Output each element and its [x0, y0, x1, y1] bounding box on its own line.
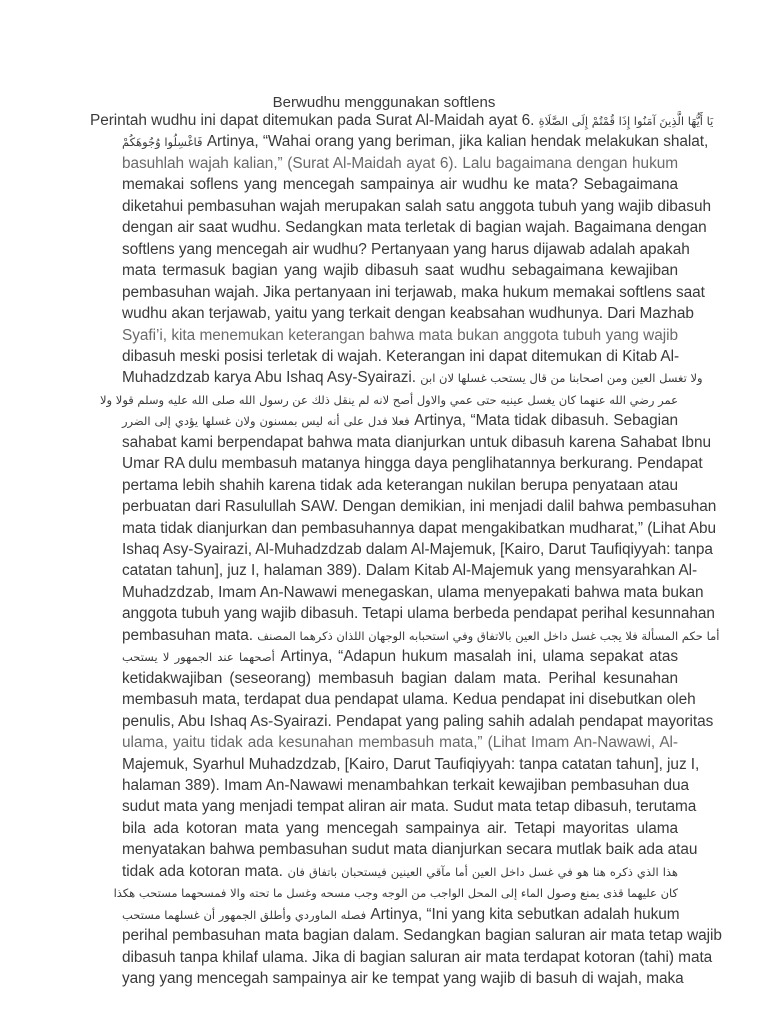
body-text-segment: Artinya, “Wahai orang yang beriman, jika kalian hendak melakukan shalat, [202, 133, 709, 151]
arabic-inline: فصله الماوردي وأطلق الجمهور أن غسلهما مستحب [122, 907, 367, 922]
body-text-line: ulama, yaitu tidak ada kesunahan membasuh mata,” (Lihat Imam An-Nawawi, Al- [122, 734, 678, 752]
body-text-line: dibasuh meski posisi terletak di wajah. Keterangan ini dapat ditemukan di Kitab Al- [122, 347, 680, 365]
mixed-text-line [90, 110, 714, 132]
body-text-line: wudhu akan terjawab, yaitu yang terkait dengan keabsahan wudhunya. Dari Mazhab [122, 305, 694, 323]
body-text-line: sahabat kami berpendapat bahwa mata dianjurkan untuk dibasuh karena Sahabat Ibnu [122, 433, 711, 451]
body-text-line: membasuh mata, terdapat dua pendapat ulama. Kedua pendapat ini disebutkan oleh [122, 691, 696, 709]
body-text-line: halaman 389). Imam An-Nawawi menambahkan terkait kewajiban pembasuhan dua [122, 776, 689, 794]
arabic-inline: فعلا فدل على أنه ليس بمسنون ولان غسلها يؤدي إلى الضرر [122, 414, 410, 429]
body-text-line: Muhadzdzab, Imam An-Nawawi menegaskan, ulama menyepakati bahwa mata bukan [122, 583, 704, 601]
body-text-segment: tidak ada kotoran mata. [122, 862, 288, 880]
body-text-line: menyatakan bahwa pembasuhan sudut mata dianjurkan secara mutlak baik ada atau [122, 841, 698, 859]
body-text-line: yang yang mencegah sampainya air ke tempat yang wajib di basuh di wajah, maka [122, 970, 684, 987]
body-text-line: perihal pembasuhan mata bagian dalam. Sedangkan bagian saluran air mata tetap wajib [122, 927, 722, 945]
arabic-text-line: كان عليهما قذى يمنع وصول الماء إلى المحل الواجب من الوجه وجب مسحه وغسل ما تحته والا فمسحهما مستحب هكذا [113, 886, 678, 901]
body-text-line: Ishaq Asy-Syairazi, Al-Muhadzdzab dalam Al-Majemuk, [Kairo, Darut Taufiqiyyah: tanpa [122, 541, 713, 558]
body-text-line: memakai soflens yang mencegah sampainya air wudhu ke mata? Sebagaimana [122, 176, 678, 194]
mixed-text-line [122, 410, 678, 432]
body-text-line: pertama lebih shahih karena tidak ada keterangan nukilan berupa penyataan atau [122, 476, 678, 494]
mixed-text-line [122, 646, 678, 668]
body-text-line: bila ada kotoran mata yang mencegah sampainya air. Tetapi mayoritas ulama [122, 819, 678, 837]
body-text-line: dibasuh tanpa khilaf ulama. Jika di bagian saluran air mata terdapat kotoran (tahi) mata [122, 948, 713, 966]
mixed-text-line [122, 904, 678, 926]
body-text-line: mata termasuk bagian yang wajib dibasuh saat wudhu sebagaimana kewajiban [122, 262, 678, 280]
mixed-text-line [122, 625, 720, 647]
body-text-segment: Artinya, “Mata tidak dibasuh. Sebagian [409, 412, 678, 430]
body-text-line: diketahui pembasuhan wajah merupakan salah satu anggota tubuh yang wajib dibasuh [122, 197, 711, 215]
body-text-segment: Artinya, “Adapun hukum masalah ini, ulama sepakat atas [274, 648, 678, 666]
arabic-inline: فَاغْسِلُوا وُجُوهَكُمْ [122, 135, 203, 150]
mixed-text-line [122, 861, 678, 883]
body-text-line: perbuatan dari Rasulullah SAW. Dengan demikian, ini menjadi dalil bahwa pembasuhan [122, 498, 717, 516]
body-text-line: ketidakwajiban (seseorang) membasuh bagian dalam mata. Perihal kesunahan [122, 669, 678, 687]
body-text-line: Majemuk, Syarhul Muhadzdzab, [Kairo, Darut Taufiqiyyah: tanpa catatan tahun], juz I, [122, 755, 700, 773]
body-text-segment: Muhadzdzab karya Abu Ishaq Asy-Syairazi. [122, 369, 421, 387]
body-text-line: penulis, Abu Ishaq As-Syairazi. Pendapat yang paling sahih adalah pendapat mayoritas [122, 712, 714, 730]
arabic-inline: أصحهما عند الجمهور لا يستحب [122, 650, 275, 665]
arabic-inline: يَا أَيُّهَا الَّذِينَ آمَنُوا إِذَا قُمْتُمْ إِلَى الصَّلَاةِ [538, 114, 714, 128]
body-text-line: catatan tahun], juz I, halaman 389). Dalam Kitab Al-Majemuk yang mensyarahkan Al- [122, 562, 698, 580]
arabic-text-line: عمر رضي الله عنهما كان يغسل عينيه حتى عمي والاول أصح لانه لم ينقل ذلك عن رسول الله صلى الله عليه وسلم قولا ولا [100, 392, 678, 407]
body-text-line: mata tidak dianjurkan dan pembasuhannya dapat mengakibatkan mudharat,” (Lihat Abu [122, 519, 717, 537]
body-text-segment: Perintah wudhu ini dapat ditemukan pada Surat Al-Maidah ayat 6. [90, 112, 539, 129]
body-text-line: anggota tubuh yang wajib dibasuh. Tetapi ulama berbeda pendapat perihal kesunnahan [122, 605, 715, 623]
body-text-line: sudut mata yang menjadi tempat aliran air mata. Sudut mata tetap dibasuh, terutama [122, 798, 697, 816]
body-text-segment: pembasuhan mata. [122, 626, 258, 644]
body-text-line: basuhlah wajah kalian,” (Surat Al-Maidah ayat 6). Lalu bagaimana dengan hukum [122, 154, 678, 172]
body-text-segment: Artinya, “Ini yang kita sebutkan adalah hukum [366, 905, 680, 923]
body-text-line: pembasuhan wajah. Jika pertanyaan ini terjawab, maka hukum memakai softlens saat [122, 283, 705, 301]
body-text-line: Syafi’i, kita menemukan keterangan bahwa mata bukan anggota tubuh yang wajib [122, 326, 678, 344]
mixed-text-line [122, 367, 703, 389]
body-text-line: softlens yang mencegah air wudhu? Pertanyaan yang harus dijawab adalah apakah [122, 240, 690, 258]
arabic-inline: أما حكم المسألة فلا يجب غسل داخل العين بالاتفاق وفي استحبابه الوجهان اللذان ذكرهما المصنف [257, 628, 720, 643]
document-title: Berwudhu menggunakan softlens [272, 94, 496, 111]
arabic-inline: ولا تغسل العين ومن اصحابنا من قال يستحب غسلها لان ابن [420, 371, 703, 386]
mixed-text-line [122, 131, 709, 153]
arabic-inline: هذا الذي ذكره هنا هو في غسل داخل العين أما مآقي العينين فيستحبان باتفاق فان [287, 864, 678, 879]
body-text-line: Umar RA dulu membasuh matanya hingga daya penglihatannya berkurang. Pendapat [122, 455, 703, 473]
body-text-line: dengan air saat wudhu. Sedangkan mata terletak di bagian wajah. Bagaimana dengan [122, 219, 707, 237]
